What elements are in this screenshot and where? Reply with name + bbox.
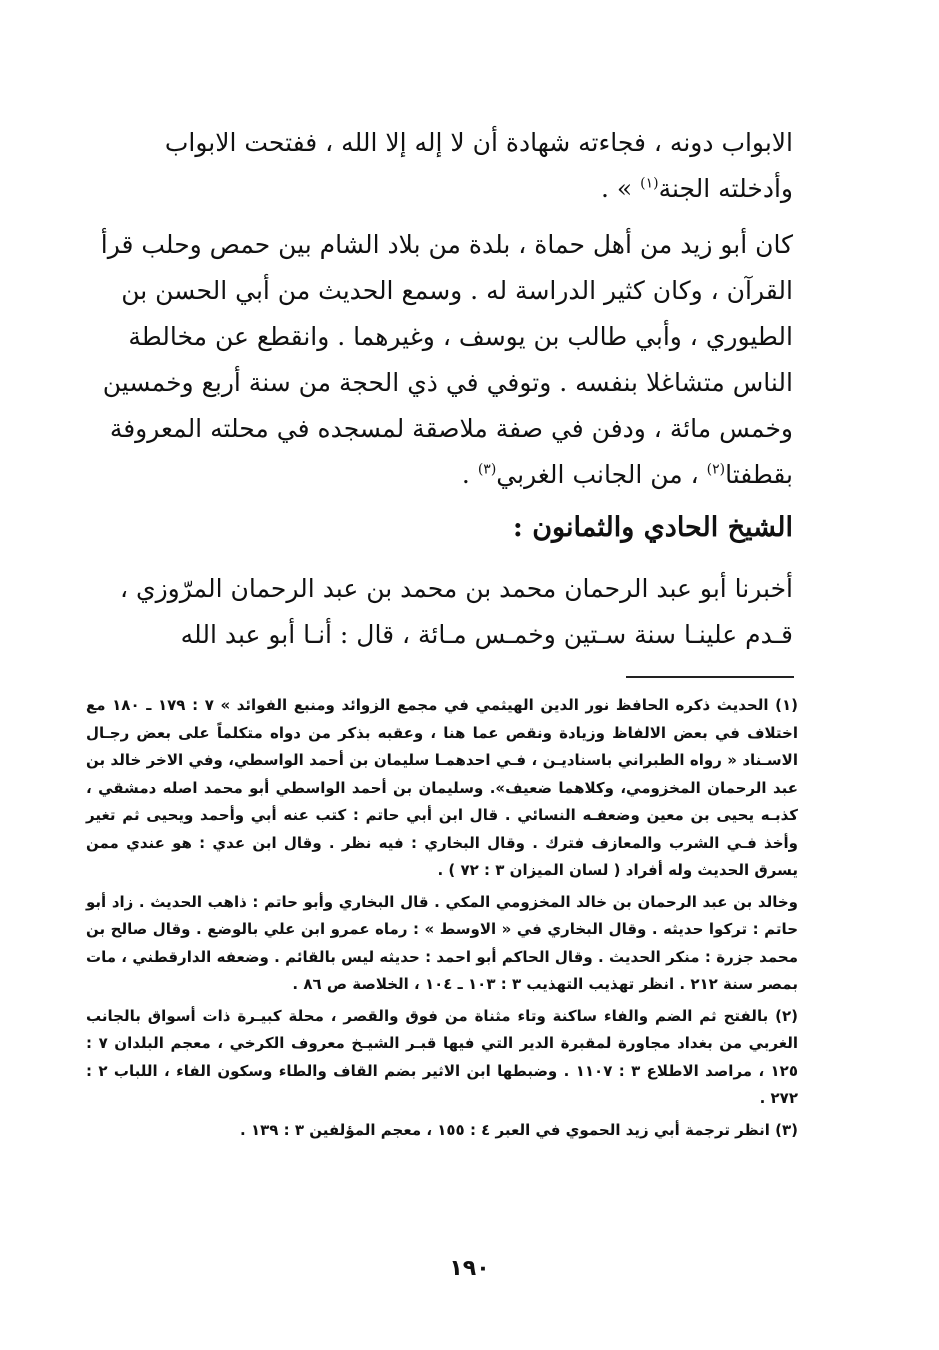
paragraph-end: . xyxy=(461,460,478,489)
page-number: ١٩٠ xyxy=(449,1256,490,1281)
paragraph-text: الابواب دونه ، فجاءته شهادة أن لا إله إلا الله ، ففتحت الابواب وأدخلته الجنة xyxy=(164,128,793,203)
paragraph-continuation xyxy=(88,120,793,212)
footnote-1-continued: وخالد بن عبد الرحمان بن خالد المخزومي المكي . قال البخاري وأبو حاتم : ذاهب الحديث . زاد أبو حاتم : تركوا حديثه . وقال البخاري في « الاوسط » : رماه عمرو ابن علي بالوضع . وقال صالح بن محمد جزرة : منكر الحديث . وقال الحاكم أبو احمد : حديثه ليس بالقائم . وضعفه الدارقطني ، مات بمصر سنة ٢١٢ . انظر تهذيب التهذيب ٣ : ١٠٣ ـ ١٠٤ ، الخلاصة ص ٨٦ . xyxy=(86,892,798,993)
footnotes xyxy=(86,692,798,1148)
footnote-divider xyxy=(626,676,794,678)
footnote-ref-3: (٣) xyxy=(477,461,497,478)
footnote-2: (٢) بالفتح ثم الضم والفاء ساكنة وتاء مثناة من فوق والقصر ، محلة كبيـرة ذات أسواق بالجانب الغربي من بغداد مجاورة لمقبرة الدير التي فيها قبـر الشيـخ معروف الكرخي ، معجم البلدان ٧ : ١٢٥ ، مراصد الاطلاع ٣ : ١١٠٧ . وضبطها ابن الاثير بضم القاف والطاء وسكون الفاء ، اللباب ٢ : ٢٧٢ . xyxy=(86,1006,798,1107)
paragraph-text: كان أبو زيد من أهل حماة ، بلدة من بلاد الشام بين حمص وحلب قرأ القرآن ، وكان كثير الدراسة له . وسمع الحديث من أبي الحسن بن الطيوري ، وأبي طالب بن يوسف ، وغيرهما . وانقطع عن مخالطة الناس متشاغلا بنفسه . وتوفي في ذي الحجة من سنة أربع وخمسين وخمس مائة ، ودفن في صفة ملاصقة لمسجده في محلته المعروفة بقطفتا xyxy=(100,230,793,489)
footnote-ref-2: (٢) xyxy=(706,461,726,478)
footnote-3: (٣) انظر ترجمة أبي زيد الحموي في العبر ٤ : ١٥٥ ، معجم المؤلفين ٣ : ١٣٩ . xyxy=(240,1120,798,1139)
footnote-1: (١) الحديث ذكره الحافظ نور الدين الهيثمي في مجمع الزوائد ومنبع الفوائد » ٧ : ١٧٩ ـ ١٨٠ مع اختلاف في بعض الالفاظ وزيادة ونقص عما هنا ، وعقبه بذكر من دواه متكلماً على بعض رجـال الاسـناد « رواه الطبراني باسناديـن ، فـي احدهمـا سليمان بن أحمد الواسطي، وفي الاخر خالد بن عبد الرحمان المخزومي، وكلاهما ضعيف». وسليمان بن أحمد الواسطي أبو محمد اصله دمشقي ، كذبـه يحيى بن معين وضعفـه النسائي . قال ابن أبي حاتم : كتب عنه أبي وأحمد ويحيى ثم تغير وأخذ فـي الشرب والمعازف فترك . وقال البخاري : فيه نظر . وقال ابن عدي : هو عندي ممن يسرق الحديث وله أفراد ( لسان الميزان ٣ : ٧٢ ) . xyxy=(86,696,799,879)
section-heading: الشيخ الحادي والثمانون : xyxy=(512,512,793,543)
paragraph-text-cont: ، من الجانب الغربي xyxy=(496,460,707,489)
paragraph-biography xyxy=(88,222,793,498)
paragraph-chain: أخبرنا أبو عبد الرحمان محمد بن محمد بن عبد الرحمان المرّوزي ، قـدم علينـا سنة سـتين وخمـس مـائة ، قال : أنـا أبو عبد الله xyxy=(120,574,793,649)
paragraph-end: » . xyxy=(600,174,641,203)
footnote-ref-1: (١) xyxy=(640,175,659,192)
